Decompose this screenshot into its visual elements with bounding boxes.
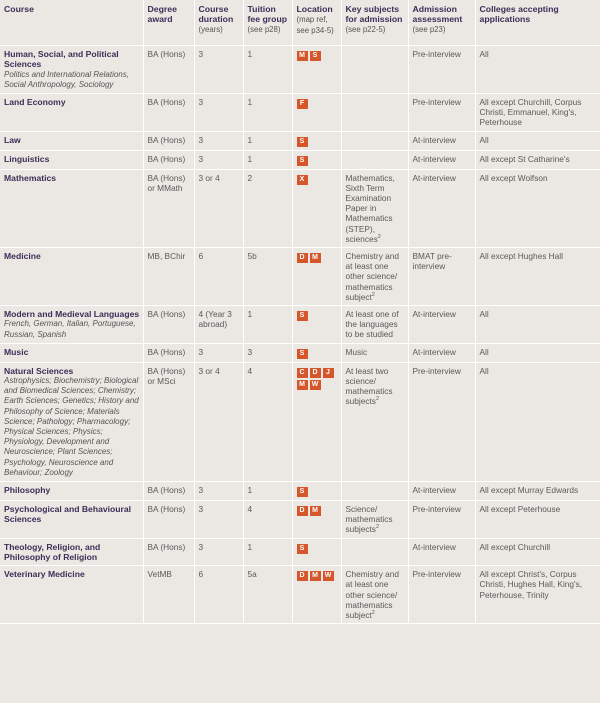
course-subjects: Astrophysics; Biochemistry; Biological and Biomedical Sciences; Chemistry; Earth Sciences; Genetics; History and Philosophy of Science; Materials Science; Pathology; Pharmacology; Physical Sciences; Physics; Physiology, Development and Neuroscience; Plant Sciences; Psychology, Neuroscience and Behaviour; Zoology xyxy=(4,376,139,477)
location-badge: S xyxy=(297,349,308,359)
subjects-cell xyxy=(341,150,408,169)
degree-cell: BA (Hons) xyxy=(143,94,194,132)
location-cell xyxy=(292,248,341,306)
degree-cell: BA (Hons) xyxy=(143,538,194,566)
fee-cell: 4 xyxy=(243,501,292,539)
location-badges xyxy=(297,137,337,147)
location-badge: J xyxy=(323,368,334,378)
location-badges xyxy=(297,175,337,185)
course-rows xyxy=(0,46,600,624)
course-cell xyxy=(0,169,143,247)
course-cell xyxy=(0,482,143,501)
course-cell xyxy=(0,566,143,624)
fee-cell: 1 xyxy=(243,46,292,94)
location-cell xyxy=(292,46,341,94)
fee-cell: 1 xyxy=(243,306,292,344)
location-badges xyxy=(297,544,337,554)
subjects-cell xyxy=(341,501,408,539)
fee-cell: 1 xyxy=(243,482,292,501)
assessment-cell: BMAT pre-interview xyxy=(408,248,475,306)
degree-cell: BA (Hons) xyxy=(143,46,194,94)
footnote-marker: 2 xyxy=(375,524,379,531)
assessment-cell: Pre-interview xyxy=(408,501,475,539)
table-row xyxy=(0,482,600,501)
course-cell xyxy=(0,150,143,169)
table-row xyxy=(0,538,600,566)
location-cell xyxy=(292,94,341,132)
course-name: Modern and Medieval Languages xyxy=(4,309,140,320)
course-cell xyxy=(0,501,143,539)
key-subjects-text: Mathematics, Sixth Term Examination Paper in Mathematics (STEP), sciences xyxy=(345,172,395,244)
key-subjects-text: Science/ mathematics subjects xyxy=(345,504,393,535)
colleges-cell: All xyxy=(475,46,600,94)
key-subjects-text: Music xyxy=(345,346,368,357)
location-cell xyxy=(292,131,341,150)
course-cell xyxy=(0,94,143,132)
course-cell xyxy=(0,46,143,94)
degree-cell: BA (Hons) xyxy=(143,482,194,501)
location-badge: S xyxy=(297,487,308,497)
location-badges xyxy=(297,368,337,390)
course-name: Philosophy xyxy=(4,485,51,496)
assessment-cell: At-interview xyxy=(408,343,475,362)
location-badge: D xyxy=(297,571,308,581)
colleges-cell: All except Wolfson xyxy=(475,169,600,247)
course-cell xyxy=(0,306,143,344)
location-badge: W xyxy=(323,571,334,581)
duration-cell: 4 (Year 3 abroad) xyxy=(194,306,243,344)
colleges-cell: All except St Catharine's xyxy=(475,150,600,169)
degree-cell: BA (Hons) or MMath xyxy=(143,169,194,247)
degree-cell: BA (Hons) xyxy=(143,501,194,539)
location-badge: S xyxy=(297,156,308,166)
fee-cell: 1 xyxy=(243,538,292,566)
location-badge: S xyxy=(297,137,308,147)
fee-cell: 3 xyxy=(243,343,292,362)
assessment-cell: At-interview xyxy=(408,131,475,150)
course-name: Mathematics xyxy=(4,172,57,183)
colleges-cell: All xyxy=(475,343,600,362)
col-header-degree: Degree award xyxy=(143,0,194,46)
table-row xyxy=(0,343,600,362)
degree-cell: MB, BChir xyxy=(143,248,194,306)
table-row xyxy=(0,169,600,247)
colleges-cell: All except Churchill xyxy=(475,538,600,566)
footnote-marker: 2 xyxy=(375,396,379,403)
subjects-cell xyxy=(341,482,408,501)
colleges-cell: All except Hughes Hall xyxy=(475,248,600,306)
subjects-cell xyxy=(341,169,408,247)
assessment-cell: At-interview xyxy=(408,538,475,566)
location-cell xyxy=(292,566,341,624)
course-cell xyxy=(0,131,143,150)
duration-cell: 3 xyxy=(194,482,243,501)
location-badge: S xyxy=(310,51,321,61)
key-subjects-text: At least two science/ mathematics subjects xyxy=(345,365,393,407)
location-cell xyxy=(292,501,341,539)
course-name: Natural Sciences xyxy=(4,365,74,376)
subjects-cell xyxy=(341,248,408,306)
location-badge: W xyxy=(310,380,321,390)
course-cell xyxy=(0,538,143,566)
degree-cell: BA (Hons) or MSci xyxy=(143,362,194,481)
duration-cell: 3 xyxy=(194,94,243,132)
colleges-cell: All xyxy=(475,131,600,150)
location-cell xyxy=(292,538,341,566)
key-subjects-text: Chemistry and at least one other science/ mathematics subject xyxy=(345,569,399,621)
table-row xyxy=(0,566,600,624)
location-badges xyxy=(297,487,337,497)
colleges-cell: All xyxy=(475,306,600,344)
degree-cell: BA (Hons) xyxy=(143,306,194,344)
location-badge: S xyxy=(297,544,308,554)
colleges-cell: All except Peterhouse xyxy=(475,501,600,539)
location-badge: M xyxy=(297,380,308,390)
location-badge: M xyxy=(297,51,308,61)
assessment-cell: At-interview xyxy=(408,150,475,169)
location-badge: S xyxy=(297,311,308,321)
location-badge: M xyxy=(310,253,321,263)
colleges-cell: All xyxy=(475,362,600,481)
location-badge: C xyxy=(297,368,308,378)
assessment-cell: Pre-interview xyxy=(408,362,475,481)
assessment-cell: At-interview xyxy=(408,169,475,247)
location-badge: M xyxy=(310,506,321,516)
footnote-marker: 2 xyxy=(377,234,381,241)
location-badges xyxy=(297,156,337,166)
location-badge: D xyxy=(297,506,308,516)
subjects-cell xyxy=(341,131,408,150)
col-header-fee: Tuition fee group (see p28) xyxy=(243,0,292,46)
key-subjects-text: At least one of the languages to be studied xyxy=(345,309,399,340)
table-row xyxy=(0,94,600,132)
location-badge: X xyxy=(297,175,308,185)
table-row xyxy=(0,248,600,306)
col-header-assessment: Admission assessment (see p23) xyxy=(408,0,475,46)
footnote-marker: 2 xyxy=(371,292,375,299)
location-badges xyxy=(297,571,337,581)
course-name: Theology, Religion, and Philosophy of Religion xyxy=(4,541,101,562)
fee-cell: 1 xyxy=(243,131,292,150)
fee-cell: 1 xyxy=(243,94,292,132)
footnote-marker: 2 xyxy=(371,610,375,617)
table-row xyxy=(0,46,600,94)
subjects-cell xyxy=(341,343,408,362)
duration-cell: 3 xyxy=(194,131,243,150)
duration-cell: 3 xyxy=(194,343,243,362)
course-name: Psychological and Behavioural Sciences xyxy=(4,504,132,525)
course-name: Veterinary Medicine xyxy=(4,569,85,580)
subjects-cell xyxy=(341,46,408,94)
table-row xyxy=(0,306,600,344)
assessment-cell: At-interview xyxy=(408,482,475,501)
course-name: Linguistics xyxy=(4,153,50,164)
col-header-duration: Course duration (years) xyxy=(194,0,243,46)
location-cell xyxy=(292,306,341,344)
duration-cell: 3 xyxy=(194,46,243,94)
course-name: Land Economy xyxy=(4,97,66,107)
assessment-cell: Pre-interview xyxy=(408,94,475,132)
subjects-cell xyxy=(341,306,408,344)
course-subjects: French, German, Italian, Portuguese, Russian, Spanish xyxy=(4,319,136,339)
location-badge: D xyxy=(297,253,308,263)
table-row xyxy=(0,150,600,169)
fee-cell: 4 xyxy=(243,362,292,481)
course-cell xyxy=(0,362,143,481)
location-badge: M xyxy=(310,571,321,581)
assessment-cell: Pre-interview xyxy=(408,46,475,94)
location-cell xyxy=(292,150,341,169)
course-name: Music xyxy=(4,346,29,357)
table-row xyxy=(0,362,600,481)
colleges-cell: All except Christ's, Corpus Christi, Hughes Hall, King's, Peterhouse, Trinity xyxy=(475,566,600,624)
degree-cell: BA (Hons) xyxy=(143,343,194,362)
course-cell xyxy=(0,343,143,362)
degree-cell: VetMB xyxy=(143,566,194,624)
subjects-cell xyxy=(341,94,408,132)
assessment-cell: At-interview xyxy=(408,306,475,344)
location-badges xyxy=(297,349,337,359)
location-badge: F xyxy=(297,99,308,109)
location-badges xyxy=(297,253,337,263)
degree-cell: BA (Hons) xyxy=(143,150,194,169)
duration-cell: 6 xyxy=(194,248,243,306)
degree-cell: BA (Hons) xyxy=(143,131,194,150)
location-badges xyxy=(297,51,337,61)
table-row xyxy=(0,501,600,539)
duration-cell: 3 xyxy=(194,150,243,169)
colleges-cell: All except Churchill, Corpus Christi, Emmanuel, King's, Peterhouse xyxy=(475,94,600,132)
key-subjects-text: Chemistry and at least one other science/ mathematics subject xyxy=(345,251,399,302)
course-name: Human, Social, and Political Sciences xyxy=(4,49,119,70)
col-header-course: Course xyxy=(0,0,143,46)
subjects-cell xyxy=(341,362,408,481)
duration-cell: 3 xyxy=(194,538,243,566)
course-name: Law xyxy=(4,134,21,145)
table-row xyxy=(0,131,600,150)
col-header-location: Location (map ref, see p34-5) xyxy=(292,0,341,46)
col-header-subjects: Key subjects for admission (see p22-5) xyxy=(341,0,408,46)
duration-cell: 3 or 4 xyxy=(194,362,243,481)
location-badges xyxy=(297,506,337,516)
col-header-colleges: Colleges accepting applications xyxy=(475,0,600,46)
header-row xyxy=(0,0,600,46)
subjects-cell xyxy=(341,538,408,566)
subjects-cell xyxy=(341,566,408,624)
assessment-cell: Pre-interview xyxy=(408,566,475,624)
location-cell xyxy=(292,169,341,247)
duration-cell: 3 xyxy=(194,501,243,539)
fee-cell: 2 xyxy=(243,169,292,247)
location-badge: D xyxy=(310,368,321,378)
course-name: Medicine xyxy=(4,251,41,262)
location-badges xyxy=(297,99,337,109)
fee-cell: 5a xyxy=(243,566,292,624)
course-cell xyxy=(0,248,143,306)
duration-cell: 6 xyxy=(194,566,243,624)
location-badges xyxy=(297,311,337,321)
course-subjects: Politics and International Relations, Social Anthropology, Sociology xyxy=(4,69,129,89)
colleges-cell: All except Murray Edwards xyxy=(475,482,600,501)
fee-cell: 5b xyxy=(243,248,292,306)
location-cell xyxy=(292,482,341,501)
location-cell xyxy=(292,362,341,481)
location-cell xyxy=(292,343,341,362)
duration-cell: 3 or 4 xyxy=(194,169,243,247)
fee-cell: 1 xyxy=(243,150,292,169)
